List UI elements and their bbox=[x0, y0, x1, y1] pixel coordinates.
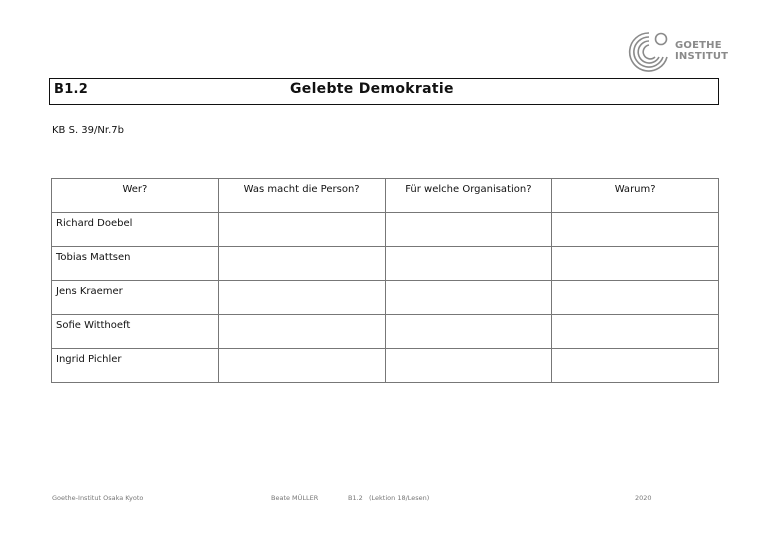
answer-cell[interactable] bbox=[385, 281, 552, 315]
table-header-row bbox=[52, 179, 719, 213]
footer-institute: Goethe-Institut Osaka Kyoto bbox=[52, 494, 144, 502]
column-header-what: Was macht die Person? bbox=[218, 179, 385, 213]
answer-cell[interactable] bbox=[552, 247, 719, 281]
answer-cell[interactable] bbox=[552, 281, 719, 315]
answer-cell[interactable] bbox=[385, 247, 552, 281]
column-header-who: Wer? bbox=[52, 179, 219, 213]
goethe-logo-icon bbox=[623, 27, 671, 75]
answer-cell[interactable] bbox=[552, 349, 719, 383]
answer-cell[interactable] bbox=[385, 213, 552, 247]
person-name-cell: Sofie Witthoeft bbox=[52, 315, 219, 349]
answer-cell[interactable] bbox=[218, 349, 385, 383]
answer-cell[interactable] bbox=[218, 281, 385, 315]
answer-cell[interactable] bbox=[218, 315, 385, 349]
answer-cell[interactable] bbox=[218, 213, 385, 247]
logo-line-1: GOETHE bbox=[675, 40, 722, 51]
page-title: Gelebte Demokratie bbox=[290, 81, 454, 97]
person-name-cell: Richard Doebel bbox=[52, 213, 219, 247]
footer-author: Beate MÜLLER bbox=[271, 494, 319, 502]
column-header-organisation: Für welche Organisation? bbox=[385, 179, 552, 213]
answer-cell[interactable] bbox=[385, 349, 552, 383]
table-row bbox=[52, 213, 719, 247]
table-row bbox=[52, 281, 719, 315]
footer-year: 2020 bbox=[635, 494, 652, 502]
person-name-cell: Ingrid Pichler bbox=[52, 349, 219, 383]
textbook-reference: KB S. 39/Nr.7b bbox=[52, 125, 124, 136]
worksheet-table bbox=[51, 178, 719, 383]
logo-line-2: INSTITUT bbox=[675, 51, 729, 62]
person-name-cell: Tobias Mattsen bbox=[52, 247, 219, 281]
answer-cell[interactable] bbox=[218, 247, 385, 281]
goethe-logo bbox=[623, 27, 729, 77]
person-name-cell: Jens Kraemer bbox=[52, 281, 219, 315]
level-label: B1.2 bbox=[54, 82, 89, 97]
column-header-why: Warum? bbox=[552, 179, 719, 213]
table-row bbox=[52, 349, 719, 383]
table-row bbox=[52, 247, 719, 281]
table-row bbox=[52, 315, 719, 349]
answer-cell[interactable] bbox=[552, 315, 719, 349]
answer-cell[interactable] bbox=[552, 213, 719, 247]
logo-wordmark bbox=[675, 40, 728, 62]
footer-course: B1.2 (Lektion 18/Lesen) bbox=[348, 494, 430, 502]
answer-cell[interactable] bbox=[385, 315, 552, 349]
header-box bbox=[49, 78, 719, 105]
